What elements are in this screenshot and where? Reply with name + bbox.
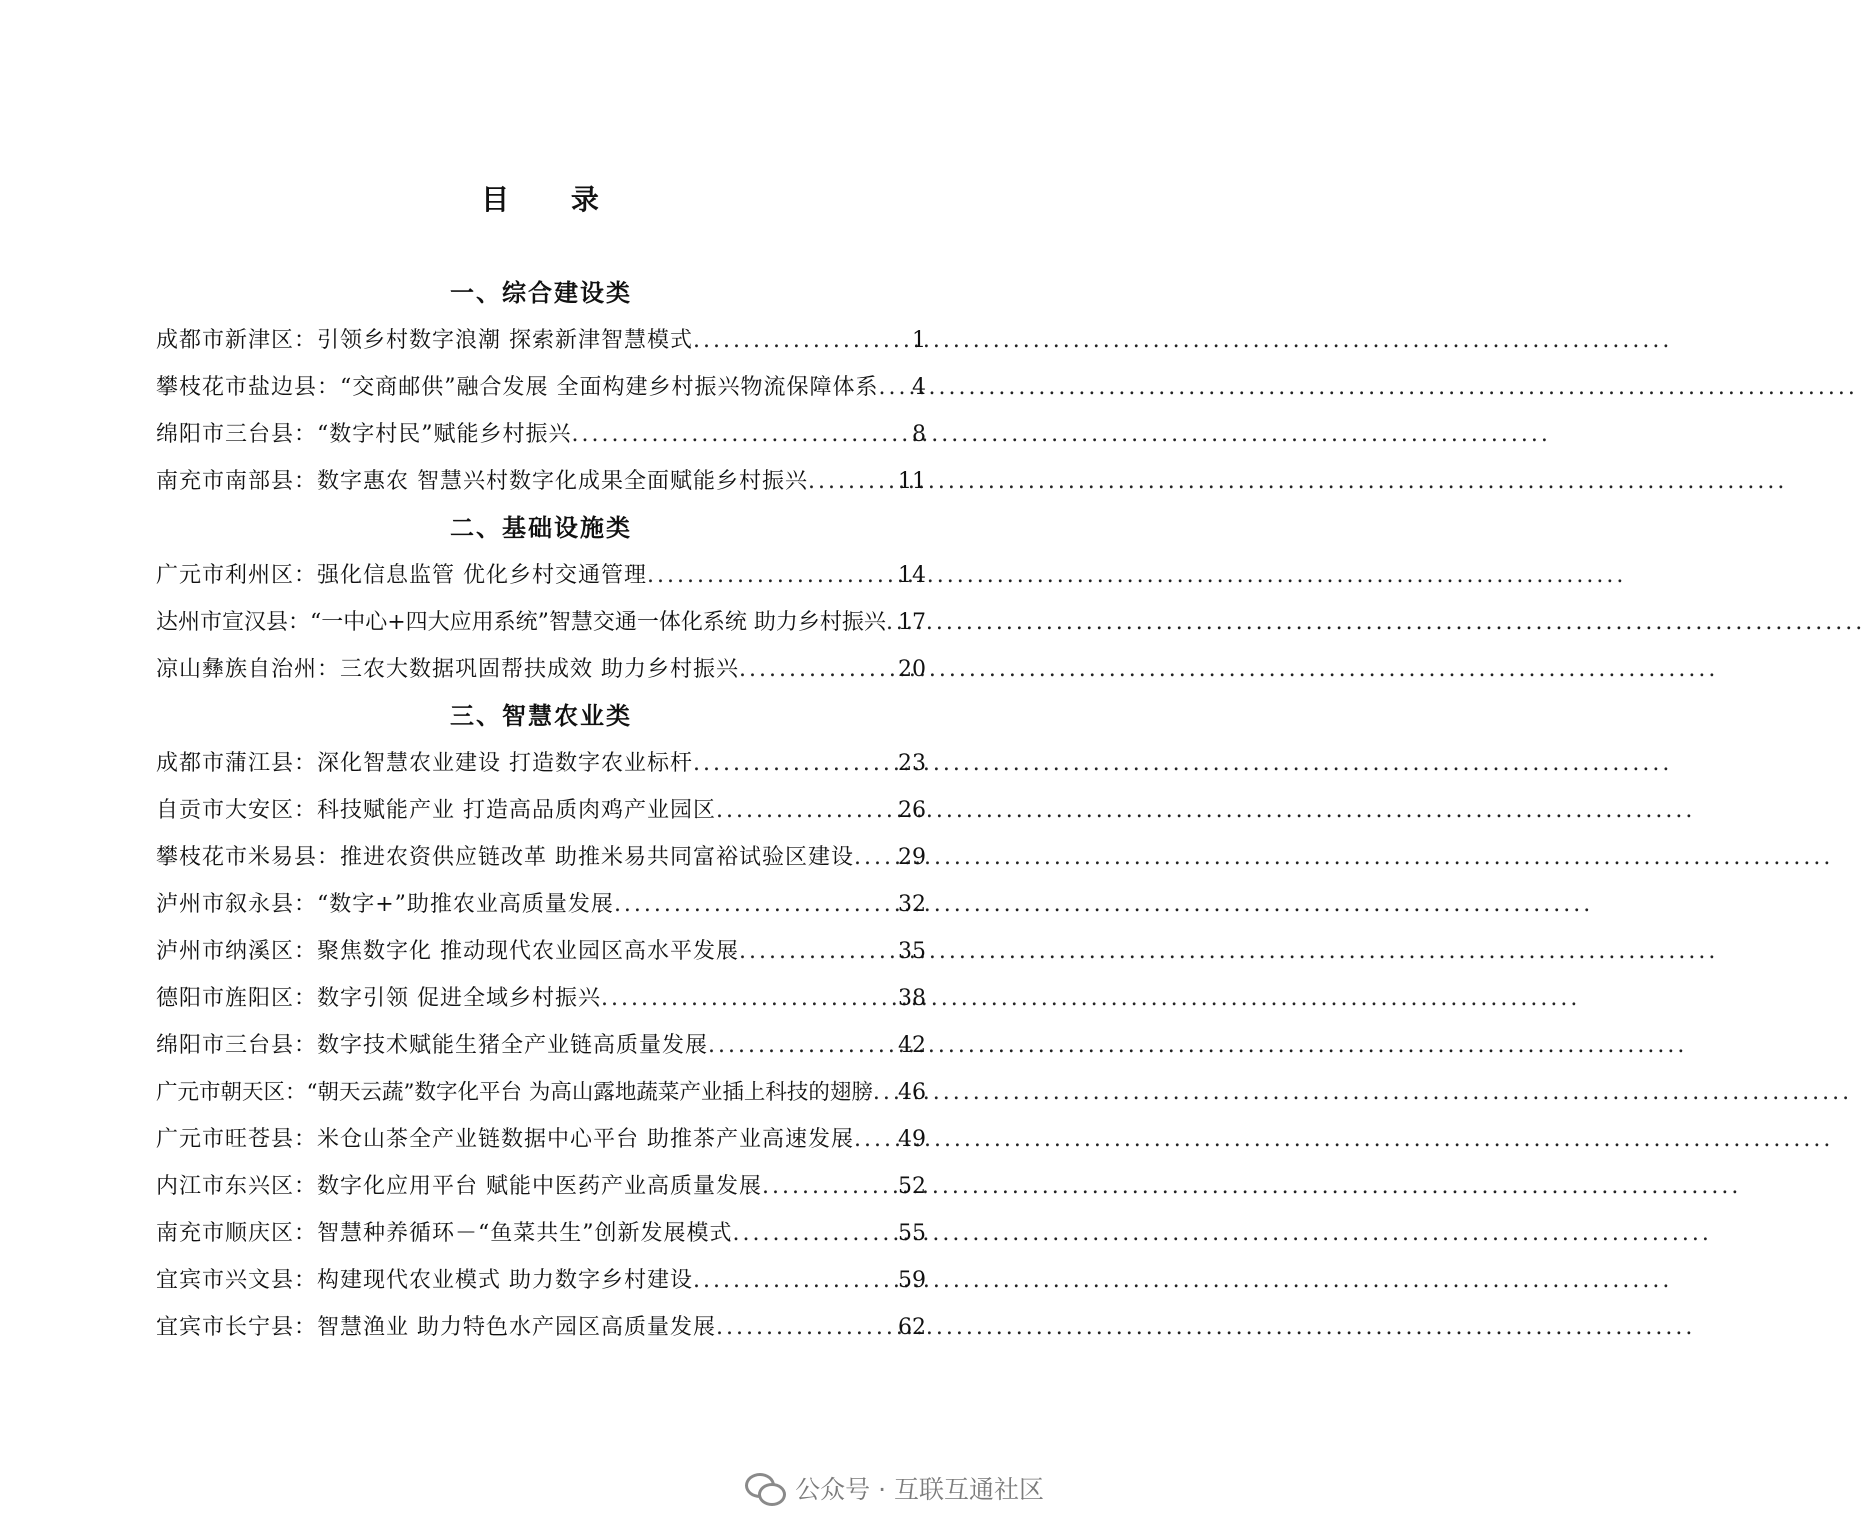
- wechat-icon: [745, 1471, 785, 1505]
- toc-leader-dots: [716, 1304, 896, 1351]
- toc-entry-title: 达州市宣汉县：“一中心+四大应用系统”智慧交通一体化系统 助力乡村振兴: [156, 610, 886, 635]
- page-title: 目 录: [481, 183, 625, 216]
- toc-entry[interactable]: [156, 975, 926, 1022]
- toc-entry[interactable]: [156, 787, 926, 834]
- toc-leader-dots: [879, 364, 911, 411]
- toc-entry-page: 8: [912, 422, 926, 447]
- toc-leader-dots: [647, 552, 896, 599]
- toc-leader-dots: [708, 1022, 896, 1069]
- toc-leader-dots: [739, 646, 896, 693]
- toc-entry[interactable]: [156, 552, 926, 599]
- toc-entry-title: 泸州市纳溪区：聚焦数字化 推动现代农业园区高水平发展: [156, 939, 739, 964]
- toc-entry-title: 攀枝花市米易县：推进农资供应链改革 助推米易共同富裕试验区建设: [156, 845, 854, 870]
- toc-entry-page: 62: [898, 1315, 926, 1340]
- toc-entry-title: 绵阳市三台县：数字技术赋能生猪全产业链高质量发展: [156, 1033, 709, 1058]
- toc-entry-page: 42: [898, 1033, 926, 1058]
- toc-entry-page: 38: [898, 986, 926, 1011]
- toc-entry[interactable]: [156, 599, 926, 646]
- toc-entry-page: 52: [898, 1174, 926, 1199]
- toc-entry-page: 32: [898, 892, 926, 917]
- toc-entry-page: 46: [898, 1080, 926, 1105]
- toc-entry-title: 泸州市叙永县：“数字+”助推农业高质量发展: [156, 892, 614, 917]
- toc-leader-dots: [854, 834, 896, 881]
- toc-entry-page: 59: [898, 1268, 926, 1293]
- toc-entry[interactable]: [156, 411, 926, 458]
- toc-entry[interactable]: [156, 317, 926, 364]
- toc-leader-dots: [733, 1210, 897, 1257]
- toc-leader-dots: [716, 787, 896, 834]
- toc-entry-title: 南充市顺庆区：智慧种养循环－“鱼菜共生”创新发展模式: [156, 1221, 733, 1246]
- toc-entry[interactable]: [156, 834, 926, 881]
- toc-entry-page: 23: [898, 751, 926, 776]
- toc-leader-dots: [693, 1257, 896, 1304]
- toc-entry-title: 宜宾市长宁县：智慧渔业 助力特色水产园区高质量发展: [156, 1315, 716, 1340]
- toc-leader-dots: [693, 317, 910, 364]
- toc-entry-title: 自贡市大安区：科技赋能产业 打造高品质肉鸡产业园区: [156, 798, 716, 823]
- toc-entry-title: 广元市利州区：强化信息监管 优化乡村交通管理: [156, 563, 647, 588]
- toc-entry[interactable]: [156, 364, 926, 411]
- toc-entry[interactable]: [156, 458, 926, 505]
- toc-entry-title: 广元市旺苍县：米仓山茶全产业链数据中心平台 助推茶产业高速发展: [156, 1127, 854, 1152]
- toc-leader-dots: [739, 928, 896, 975]
- toc-entry[interactable]: [156, 928, 926, 975]
- table-of-contents: [156, 270, 926, 1351]
- toc-entry-title: 凉山彝族自治州：三农大数据巩固帮扶成效 助力乡村振兴: [156, 657, 739, 682]
- toc-leader-dots: [854, 1116, 896, 1163]
- toc-leader-dots: [601, 975, 896, 1022]
- toc-entry-page: 11: [898, 469, 926, 494]
- toc-entry[interactable]: [156, 1257, 926, 1304]
- toc-entry-page: 20: [898, 657, 926, 682]
- watermark-text: 公众号 · 互联互通社区: [795, 1475, 1044, 1504]
- toc-entry-page: 35: [898, 939, 926, 964]
- toc-entry-page: 49: [898, 1127, 926, 1152]
- toc-entry-page: 29: [898, 845, 926, 870]
- toc-entry-title: 成都市蒲江县：深化智慧农业建设 打造数字农业标杆: [156, 751, 693, 776]
- toc-leader-dots: [572, 411, 911, 458]
- watermark: [745, 1470, 1044, 1506]
- toc-entry-title: 内江市东兴区：数字化应用平台 赋能中医药产业高质量发展: [156, 1174, 762, 1199]
- section-heading: 二、基础设施类: [450, 514, 632, 542]
- toc-entry[interactable]: [156, 1163, 926, 1210]
- toc-entry-title: 绵阳市三台县：“数字村民”赋能乡村振兴: [156, 422, 572, 447]
- toc-entry[interactable]: [156, 1304, 926, 1351]
- toc-leader-dots: [873, 1069, 896, 1116]
- toc-entry-page: 1: [912, 328, 926, 353]
- toc-leader-dots: [693, 740, 896, 787]
- toc-entry[interactable]: [156, 1022, 926, 1069]
- section-heading: 一、综合建设类: [450, 279, 632, 307]
- toc-leader-dots: [614, 881, 896, 928]
- toc-entry[interactable]: [156, 1116, 926, 1163]
- toc-entry[interactable]: [156, 646, 926, 693]
- toc-entry[interactable]: [156, 881, 926, 928]
- toc-entry[interactable]: [156, 1069, 926, 1116]
- toc-entry[interactable]: [156, 1210, 926, 1257]
- toc-entry-page: 55: [898, 1221, 926, 1246]
- toc-leader-dots: [808, 458, 896, 505]
- toc-entry-title: 攀枝花市盐边县：“交商邮供”融合发展 全面构建乡村振兴物流保障体系: [156, 375, 879, 400]
- toc-entry-title: 成都市新津区：引领乡村数字浪潮 探索新津智慧模式: [156, 328, 693, 353]
- toc-entry-title: 德阳市旌阳区：数字引领 促进全域乡村振兴: [156, 986, 601, 1011]
- toc-entry-page: 4: [912, 375, 926, 400]
- toc-entry[interactable]: [156, 740, 926, 787]
- toc-leader-dots: [762, 1163, 896, 1210]
- toc-entry-page: 26: [898, 798, 926, 823]
- section-heading: 三、智慧农业类: [450, 702, 632, 730]
- toc-entry-title: 广元市朝天区：“朝天云蔬”数字化平台 为高山露地蔬菜产业插上科技的翅膀: [156, 1080, 873, 1105]
- toc-entry-page: 17: [898, 610, 926, 635]
- toc-entry-title: 宜宾市兴文县：构建现代农业模式 助力数字乡村建设: [156, 1268, 693, 1293]
- toc-entry-title: 南充市南部县：数字惠农 智慧兴村数字化成果全面赋能乡村振兴: [156, 469, 808, 494]
- toc-leader-dots: [886, 599, 896, 646]
- toc-entry-page: 14: [898, 563, 926, 588]
